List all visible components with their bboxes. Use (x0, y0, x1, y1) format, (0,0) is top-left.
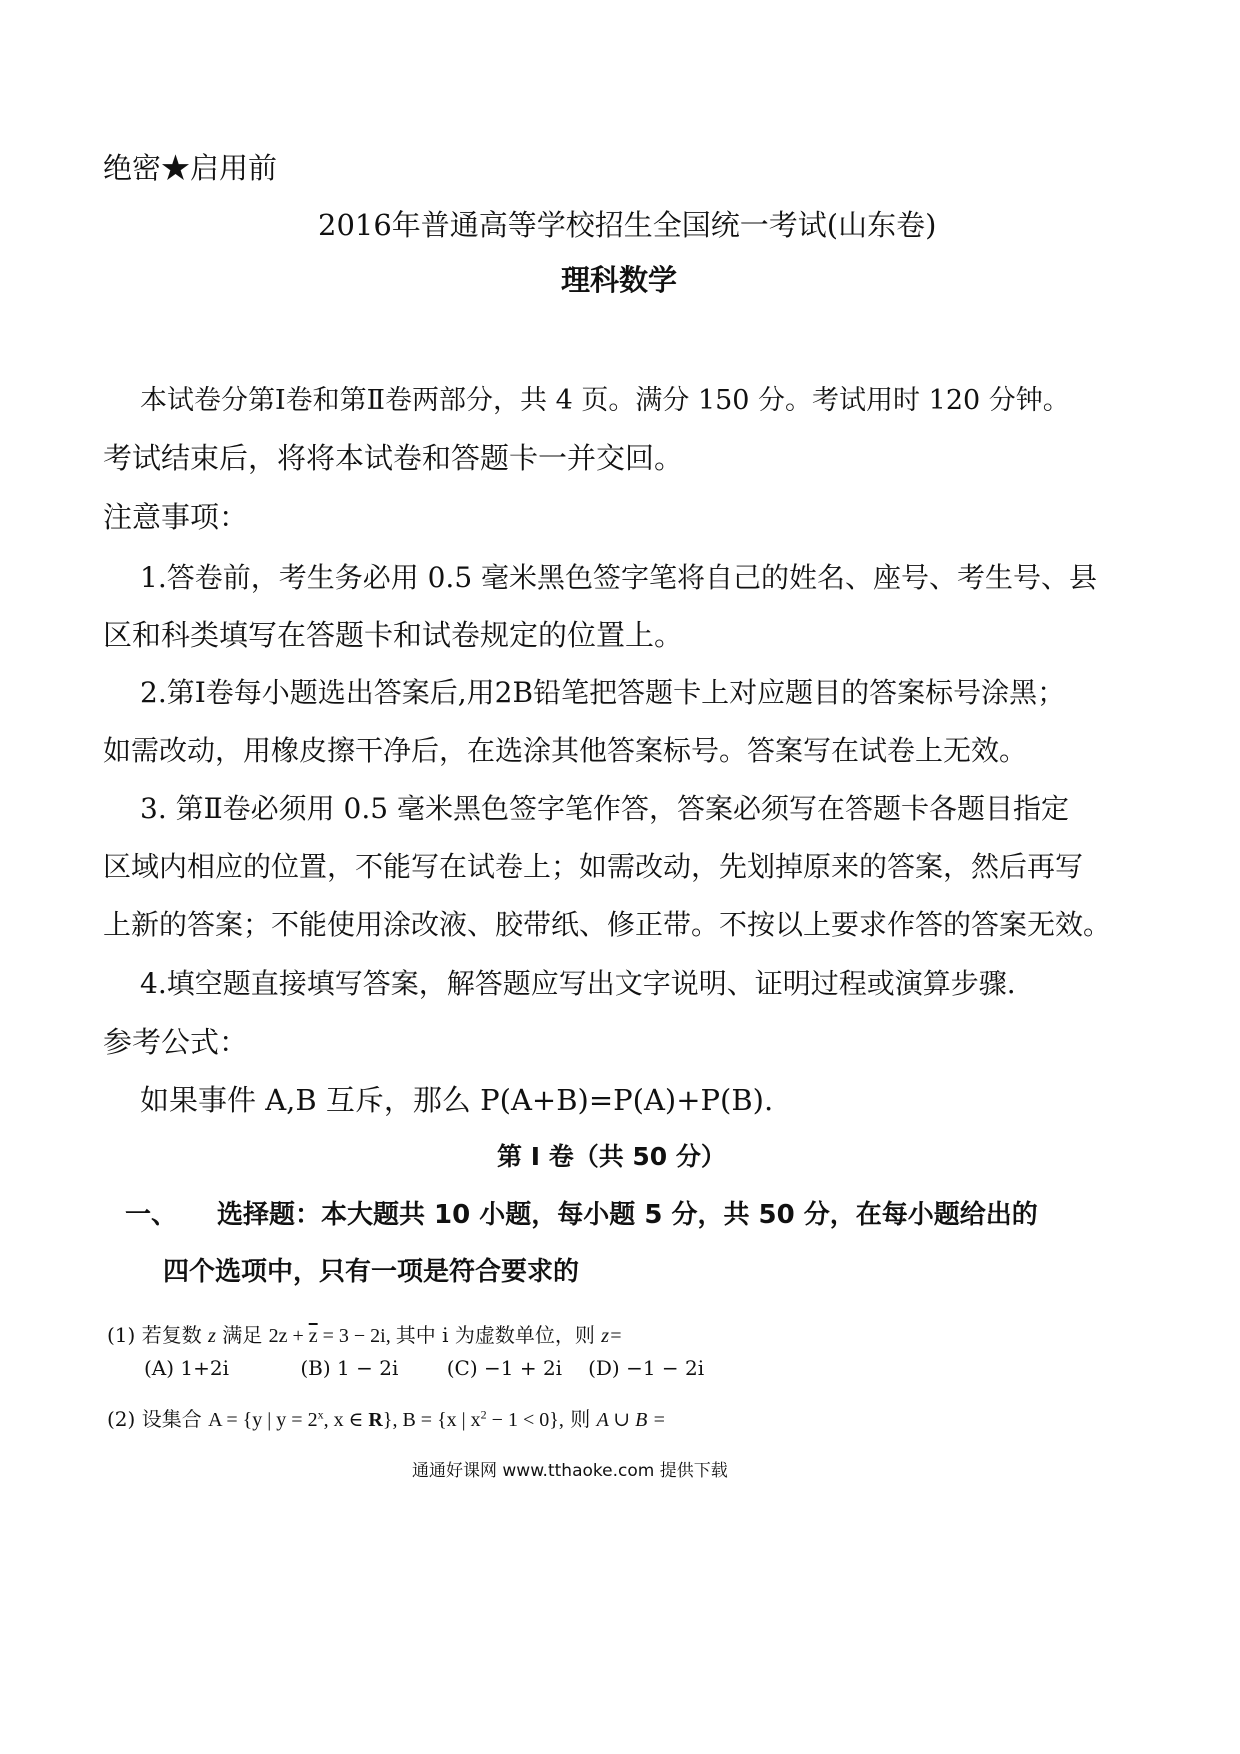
classification-label: 绝密★启用前 (103, 151, 278, 185)
superscript: x (317, 1407, 324, 1422)
conjugate-z: $\overline{z}$ (308, 1325, 318, 1347)
question-1-options (144, 1356, 704, 1380)
math-expression (269, 1325, 396, 1347)
question-text: 其中 i 为虚数单位，则 (395, 1323, 595, 1347)
real-numbers-symbol: R (368, 1409, 383, 1431)
note-3-line-2: 区域内相应的位置，不能写在试卷上；如需改动，先划掉原来的答案，然后再写 (103, 850, 1084, 883)
page-footer: 通通好课网 www.tthaoke.com 提供下载 (412, 1461, 728, 1481)
part-instruction-line-1: 选择题：本大题共 10 小题，每小题 5 分，共 50 分，在每小题给出的 (217, 1200, 1038, 1230)
question-1 (107, 1319, 623, 1348)
formulas-heading: 参考公式： (103, 1025, 249, 1059)
part-instruction-line-2: 四个选项中，只有一项是符合要求的 (163, 1257, 580, 1287)
question-text: 若复数 (141, 1323, 202, 1347)
option-d: (D) −1 − 2i (588, 1356, 705, 1380)
set-b-part: − 1 < 0}, (486, 1409, 564, 1431)
question-number: (1) (107, 1323, 136, 1347)
part-number: 一、 (125, 1200, 178, 1230)
set-a-part: A = {y | y = 2 (208, 1409, 318, 1431)
question-text: 则 (570, 1407, 591, 1431)
question-text: 满足 (222, 1323, 263, 1347)
note-4: 4.填空题直接填写答案，解答题应写出文字说明、证明过程或演算步骤. (140, 967, 1016, 1000)
note-3-line-3: 上新的答案；不能使用涂改液、胶带纸、修正带。不按以上要求作答的答案无效。 (103, 908, 1112, 941)
math-variable: z= (601, 1325, 623, 1347)
union-expression: A ∪ B = (596, 1409, 666, 1431)
set-a-part: , x ∈ (323, 1409, 369, 1431)
option-b: (B) 1 − 2i (300, 1356, 399, 1380)
exam-title: 2016年普通高等学校招生全国统一考试(山东卷) (318, 208, 937, 242)
note-1-line-2: 区和科类填写在答题卡和试卷规定的位置上。 (103, 618, 684, 652)
question-2 (107, 1403, 666, 1432)
option-a: (A) 1+2i (144, 1356, 230, 1380)
note-3-line-1: 3. 第Ⅱ卷必须用 0.5 毫米黑色签字笔作答，答案必须写在答题卡各题目指定 (140, 792, 1069, 825)
option-c: (C) −1 + 2i (446, 1356, 563, 1380)
note-2-line-2: 如需改动，用橡皮擦干净后，在选涂其他答案标号。答案写在试卷上无效。 (103, 734, 1028, 767)
notes-heading: 注意事项： (103, 500, 249, 534)
subject-title: 理科数学 (561, 263, 678, 297)
equation-lhs: 2z + (268, 1325, 304, 1347)
section-1-title: 第 I 卷（共 50 分） (497, 1142, 726, 1171)
formula-1: 如果事件 A,B 互斥，那么 P(A+B)=P(A)+P(B). (140, 1083, 774, 1117)
set-b-part: }, B = {x | x (382, 1409, 481, 1431)
note-1-line-1: 1.答卷前，考生务必用 0.5 毫米黑色签字笔将自己的姓名、座号、考生号、县 (140, 561, 1098, 594)
question-number: (2) (107, 1407, 136, 1431)
superscript: 2 (480, 1407, 487, 1422)
intro-line-1: 本试卷分第Ⅰ卷和第Ⅱ卷两部分，共 4 页。满分 150 分。考试用时 120 分钟。 (140, 385, 1070, 416)
intro-line-2: 考试结束后，将将本试卷和答题卡一并交回。 (103, 441, 684, 475)
equation-rhs: = 3 − 2i, (322, 1325, 391, 1347)
math-variable: z (208, 1325, 216, 1347)
question-text: 设集合 (141, 1407, 202, 1431)
set-expression (208, 1409, 564, 1431)
note-2-line-1: 2.第Ⅰ卷每小题选出答案后,用2B铅笔把答题卡上对应题目的答案标号涂黑； (140, 676, 1066, 709)
